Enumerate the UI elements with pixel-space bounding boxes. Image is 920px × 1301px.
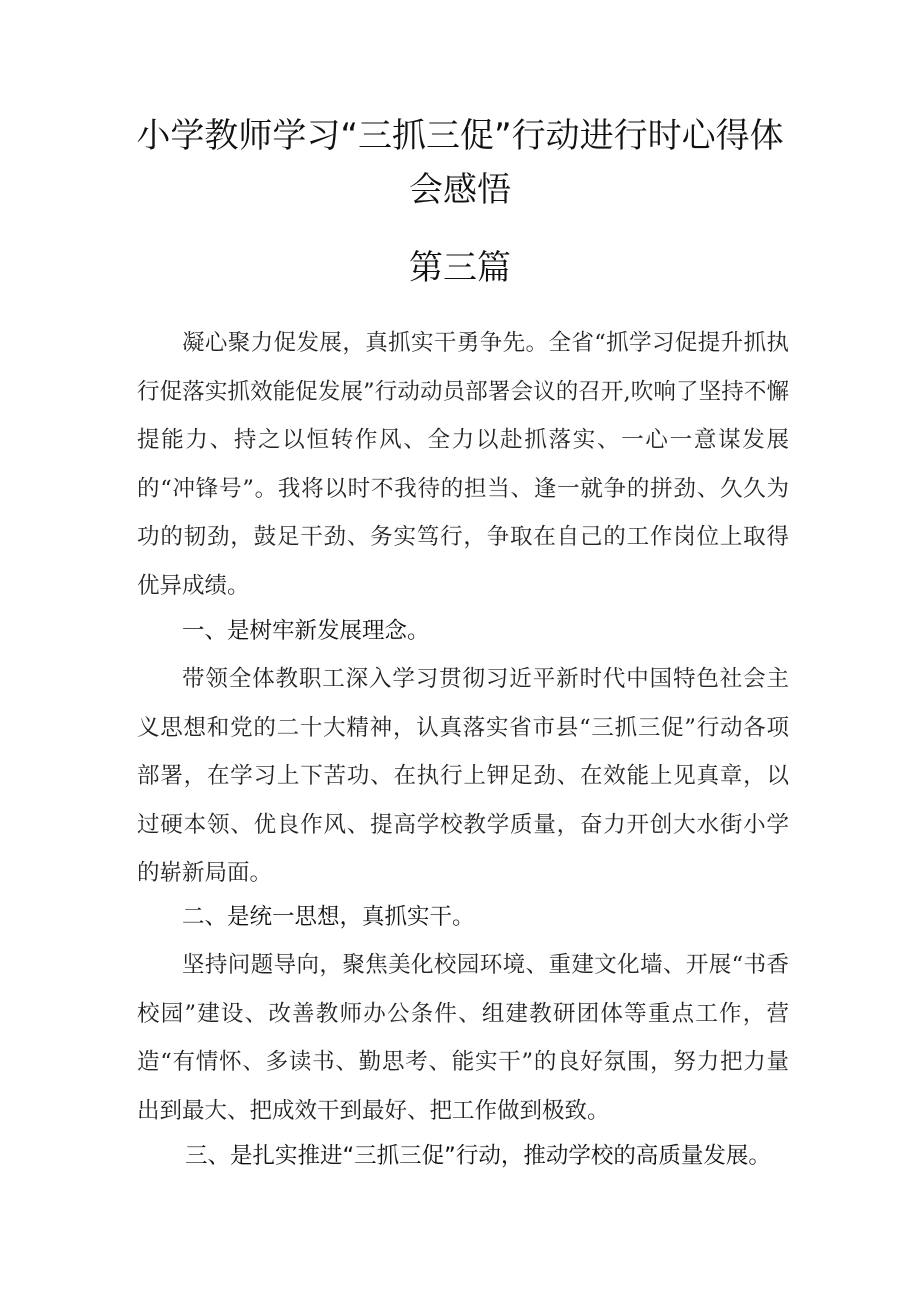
document-title-line2: 会感悟 <box>409 170 511 210</box>
section-2-body: 坚持问题导向，聚焦美化校园环境、重建文化墙、开展“书香校园”建设、改善教师办公条件、组建教研团体等重点工作，营造“有情怀、多读书、勤思考、能实干”的良好氛围，努力把力量出到最大、把成效干到最好、把工作做到极致。 <box>137 952 789 1124</box>
document-title-line1: 小学教师学习“三抓三促”行动进行时心得体 <box>136 116 784 156</box>
intro-paragraph: 凝心聚力促发展，真抓实干勇争先。全省“抓学习促提升抓执行促落实抓效能促发展”行动动员部署会议的召开,吹响了坚持不懈提能力、持之以恒转作风、全力以赴抓落实、一心一意谋发展的“冲锋号”。我将以时不我待的担当、逢一就争的拼劲、久久为功的韧劲，鼓足干劲、务实笃行，争取在自己的工作岗位上取得优异成绩。 <box>137 330 789 599</box>
document-subtitle: 第三篇 <box>409 248 511 288</box>
section-3-heading: 三、是扎实推进“三抓三促”行动，推动学校的高质量发展。 <box>185 1143 771 1169</box>
section-2-heading: 二、是统一思想，真抓实干。 <box>182 904 475 930</box>
section-1-heading: 一、是树牢新发展理念。 <box>182 618 430 644</box>
section-1-body: 带领全体教职工深入学习贯彻习近平新时代中国特色社会主义思想和党的二十大精神，认真落实省市县“三抓三促”行动各项部署，在学习上下苦功、在执行上钾足劲、在效能上见真章，以过硬本领、优良作风、提高学校教学质量，奋力开创大水街小学的崭新局面。 <box>137 666 789 886</box>
